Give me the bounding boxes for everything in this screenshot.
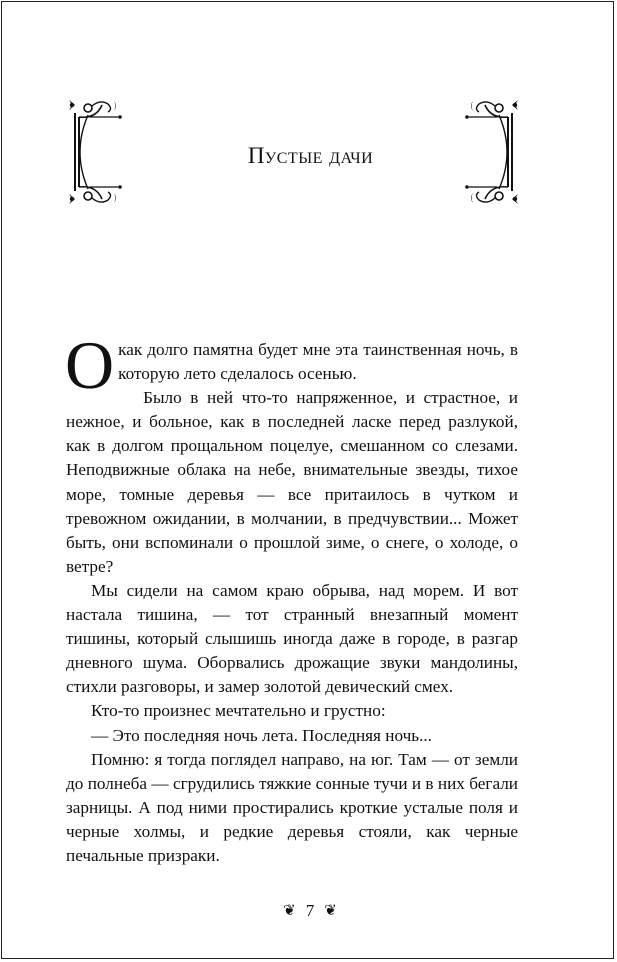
body-text (65, 327, 518, 868)
paragraph: Кто-то произнес мечтательно и грустно: (91, 701, 386, 721)
page-footer (210, 901, 410, 921)
paragraph: Было в ней что-то напряженное, и страстное, и нежное, и больное, как в последней ласке перед разлукой, как в долгом прощальном поцелуе, смешанном со слезами. Неподвижные облака на небе, внимательные звезды, тихое море, томные деревья — все притаилось в чутком и тревожном ожидании, в молчании, в предчувствии... Может быть, они вспоминали о прошлой зиме, о снеге, о холоде, о ветре? (66, 388, 518, 576)
paragraph: Мы сидели на самом краю обрыва, над морем. И вот настала тишина, — тот странный внезапный момент тишины, который слышишь иногда даже в городе, в разгар дневного шума. Оборвались дрожащие звуки мандолины, стихли разговоры, и замер золотой девический смех. (66, 580, 518, 697)
paragraph-text: как долго памятна будет мне эта таинственная ночь, в которую лето сделалось осенью. (118, 340, 518, 384)
fleuron-left-icon: ❦ (283, 902, 296, 919)
left-ornament-icon (66, 97, 124, 207)
paragraph: Помню: я тогда поглядел направо, на юг. Там — от земли до полнеба — сгрудились тяжкие сонные тучи и в них бегали зарницы. А под ними простирались кроткие усталые поля и черные холмы, и редкие деревья стояли, как черные печальные призраки. (66, 749, 518, 865)
page-number: 7 (305, 901, 315, 920)
paragraph: — Это последняя ночь лета. Последняя ночь... (91, 725, 432, 745)
drop-cap: О (65, 327, 115, 403)
right-ornament-icon (463, 97, 521, 207)
paragraph (65, 327, 518, 403)
chapter-title: Пустые дачи (247, 143, 374, 168)
fleuron-right-icon: ❦ (324, 902, 337, 919)
page-frame (1, 1, 614, 959)
